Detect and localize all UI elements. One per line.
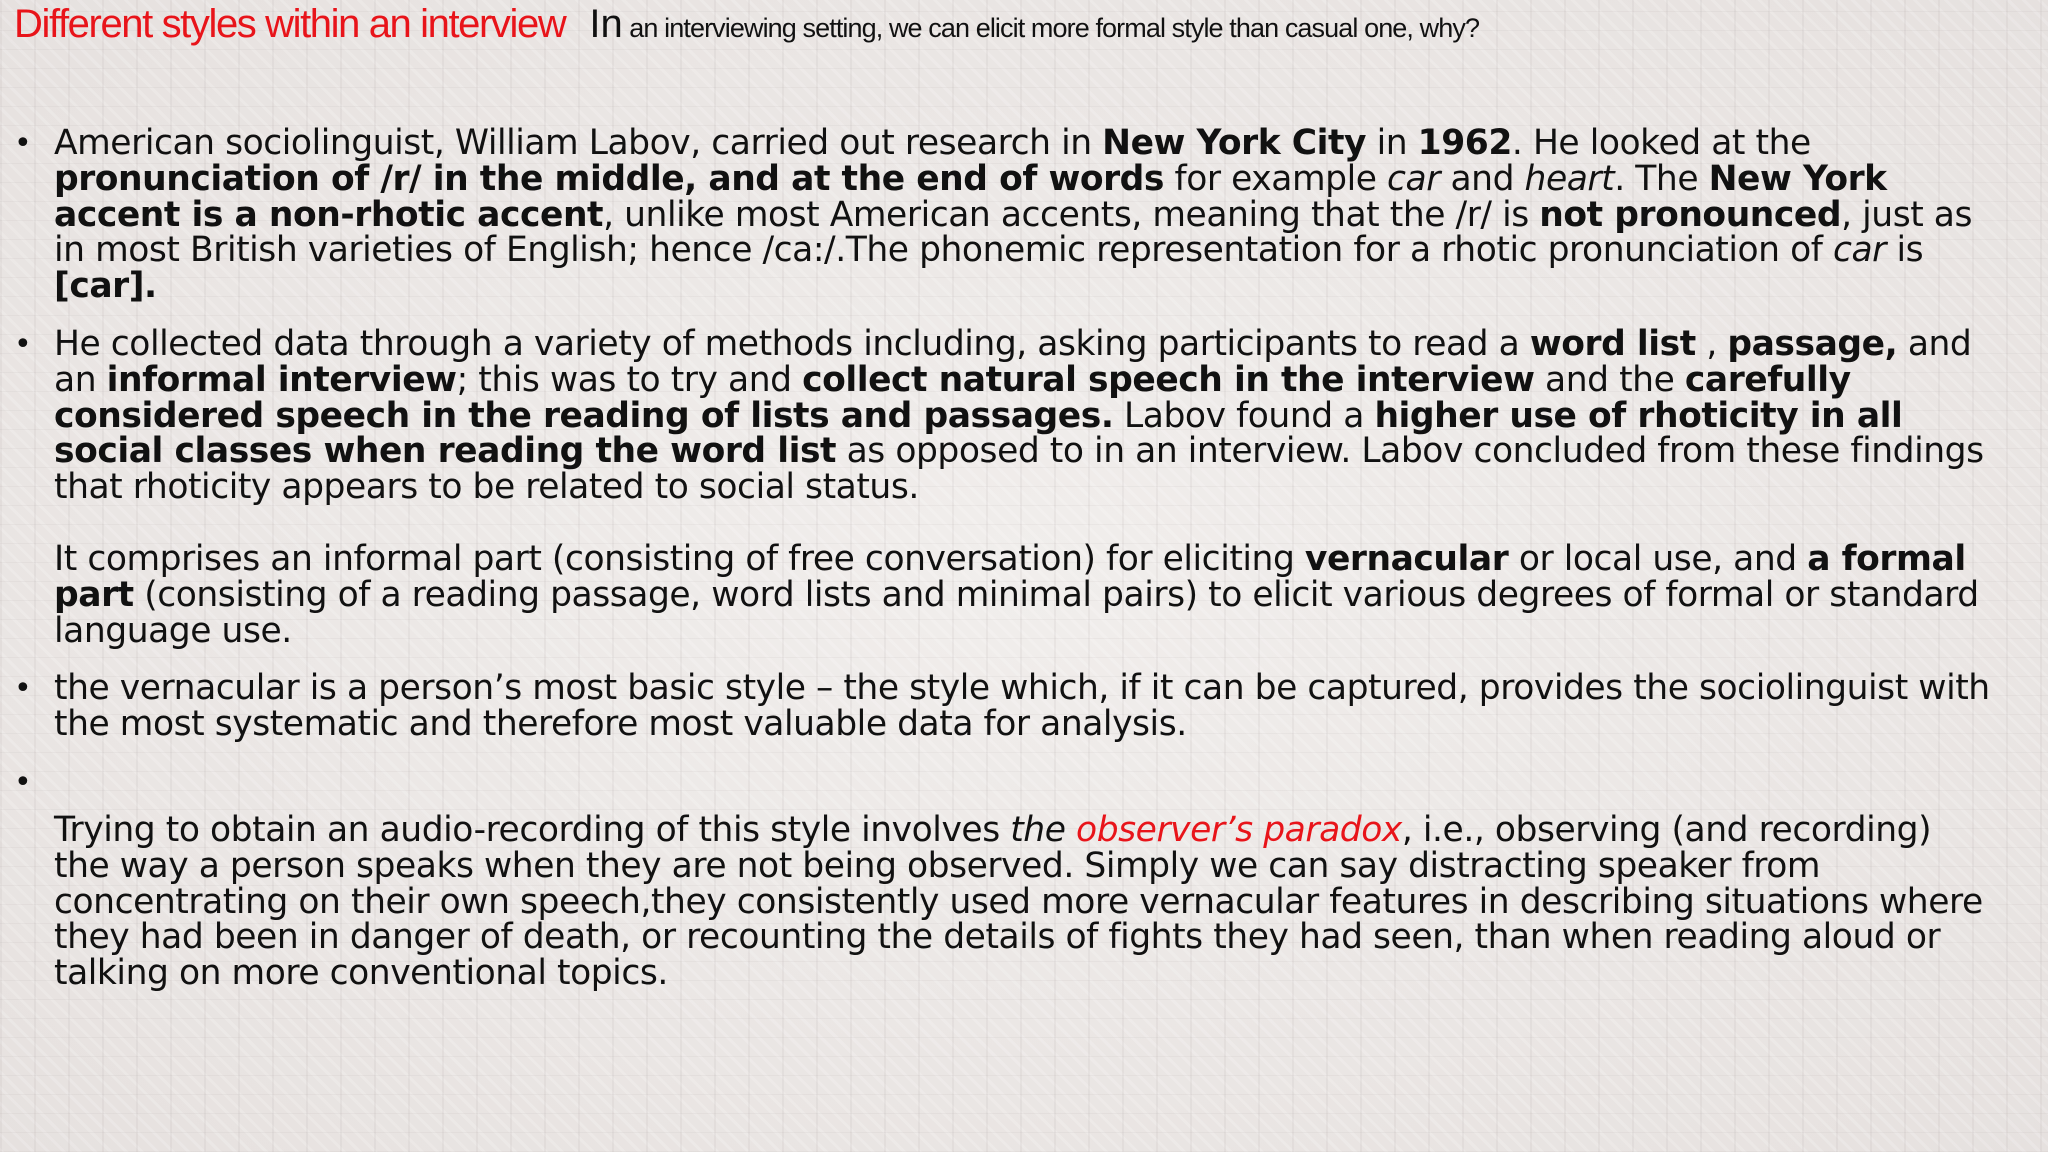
text-segment: , i.e., observing (and recording) the way a person speaks when they are not being observed. Simply we can say distracting speaker from concentrating on their own speech,they consistently used more vernacular features in describing situations where they had been in danger of death, or recounting the details of fights they had seen, than when reading aloud or talking on more conventional topics. [54, 809, 1983, 994]
italic-car: car [1387, 158, 1440, 199]
text-segment: ; this was to try and [456, 359, 803, 400]
bold-pronunciation: pronunciation of /r/ in the middle, and at the end of words [54, 158, 1165, 199]
bold-non-rhotic-accent: New York accent is a non-rhotic accent [54, 158, 1887, 235]
bold-new-york-city: New York City [1102, 123, 1367, 163]
bold-not-pronounced: not pronounced [1539, 194, 1842, 235]
bold-informal-interview: informal interview [106, 359, 457, 400]
bullet-icon: • [14, 326, 32, 362]
text-segment: the vernacular is a person’s most basic style – the style which, if it can be captured, provides the sociolinguist with the most systematic and therefore most valuable data for analysis. [54, 668, 1990, 745]
bold-considered-speech: carefully considered speech in the reading of lists and passages. [54, 359, 1851, 436]
text-segment: He collected data through a variety of methods including, asking participants to read a [54, 323, 1530, 364]
text-segment: . He looked at the [1511, 123, 1811, 163]
bullet-vernacular [14, 668, 1994, 745]
text-segment: for example [1164, 158, 1387, 199]
text-segment: is [1885, 230, 1924, 271]
bullet-icon: • [14, 126, 32, 161]
bold-higher-rhoticity: higher use of rhoticity in all social classes when reading the word list [54, 395, 1903, 472]
italic-car: car [1832, 230, 1886, 271]
text-segment: American sociolinguist, William Labov, carried out research in [54, 123, 1103, 163]
bullet-icon: • [14, 764, 32, 800]
text-segment: Labov found a [1113, 395, 1375, 436]
paragraph-observers-paradox [54, 809, 1994, 994]
italic-the: the [1010, 809, 1077, 850]
text-segment: . The [1614, 158, 1709, 199]
text-segment: as opposed to in an interview. Labov concluded from these findings that rhoticity appears to be related to social status. [54, 431, 1984, 508]
title-question: an interviewing setting, we can elicit more formal style than casual one, why? [622, 13, 1480, 43]
bold-word-list: word list [1529, 323, 1696, 364]
text-segment: It comprises an informal part (consisting of free conversation) for eliciting [54, 538, 1305, 579]
bullet-icon: • [14, 671, 32, 707]
bold-vernacular: vernacular [1304, 538, 1509, 579]
bold-natural-speech: collect natural speech in the interview [802, 359, 1535, 400]
bullet-empty [14, 764, 1994, 801]
italic-heart: heart [1524, 158, 1615, 199]
slide-body [0, 123, 2048, 994]
text-segment: , [1695, 323, 1728, 364]
text-segment: or local use, and [1508, 538, 1808, 579]
paragraph-interview-parts [54, 538, 1994, 651]
bullet-labov-research [14, 123, 1994, 307]
text-segment: Trying to obtain an audio-recording of this style involves [54, 809, 1011, 850]
text-segment: , just as in most British varieties of English; hence /ca:/.The phonemic representation for a rhotic pronunciation of [54, 194, 1973, 271]
text-segment: in [1366, 123, 1418, 163]
text-segment: (consisting of a reading passage, word lists and minimal pairs) to elicit various degrees of formal or standard language use. [54, 574, 1979, 651]
text-segment: and [1439, 158, 1525, 199]
bold-car-representation: [car]. [54, 266, 157, 307]
bullet-data-collection [14, 323, 1994, 508]
slide-title [14, 2, 1479, 47]
title-in-word: In [589, 2, 623, 46]
bold-year: 1962 [1417, 123, 1512, 163]
text-segment: and an [54, 323, 1972, 400]
italic-observers-paradox: observer’s paradox [1076, 809, 1402, 850]
bold-formal-part: a formal part [54, 538, 1966, 615]
text-segment: and the [1534, 359, 1685, 400]
bold-passage: passage, [1727, 323, 1898, 364]
title-heading: Different styles within an interview [14, 2, 566, 46]
text-segment: , unlike most American accents, meaning that the /r/ is [603, 194, 1540, 235]
